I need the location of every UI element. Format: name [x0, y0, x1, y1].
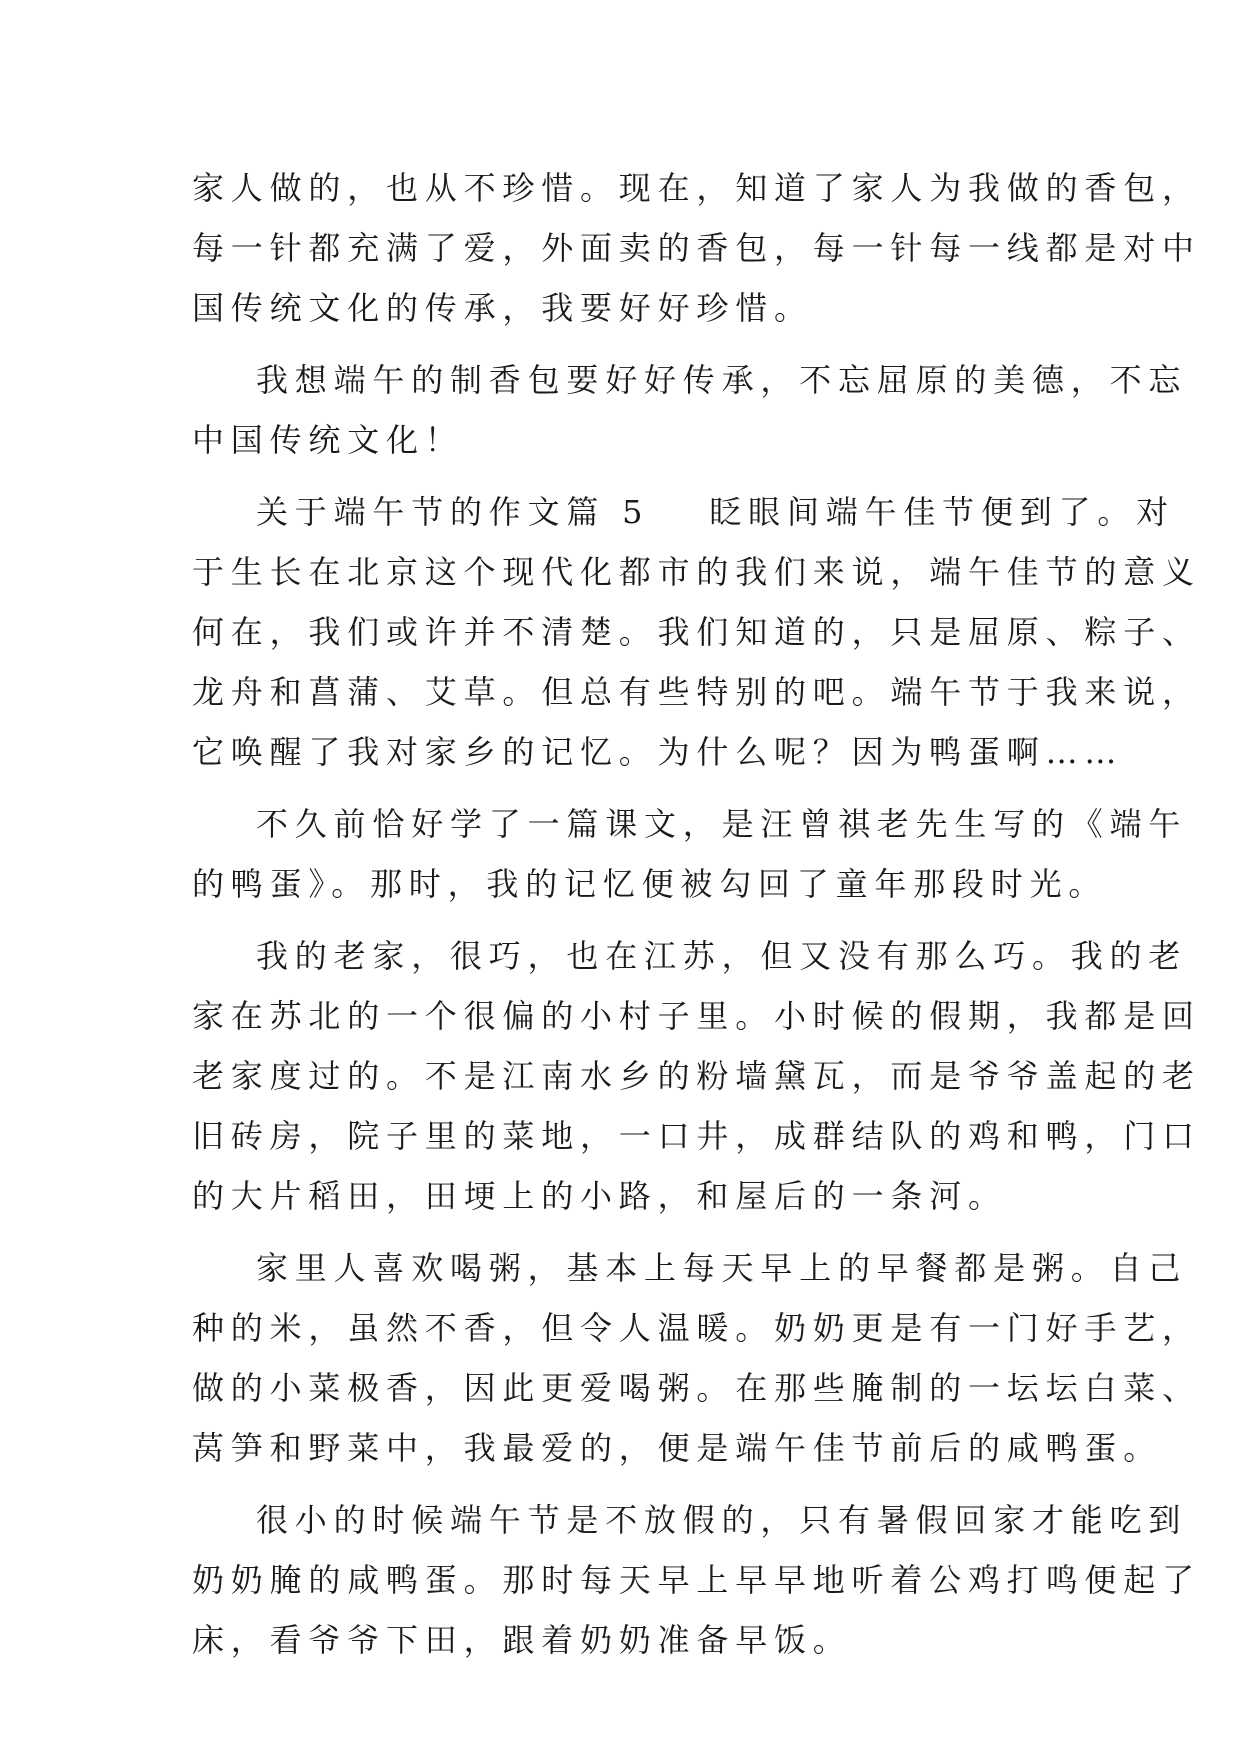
paragraph: [192, 158, 1201, 338]
text-line: 家在苏北的一个很偏的小村子里。小时候的假期，我都是回: [192, 997, 1201, 1035]
text-line: 每一针都充满了爱，外面卖的香包，每一针每一线都是对中: [192, 229, 1201, 267]
paragraph: [192, 794, 1188, 914]
text-line: 种的米，虽然不香，但令人温暖。奶奶更是有一门好手艺，: [192, 1309, 1201, 1347]
text-line: 不久前恰好学了一篇课文，是汪曾祺老先生写的《端午: [256, 805, 1188, 843]
text-line: 很小的时候端午节是不放假的，只有暑假回家才能吃到: [256, 1501, 1188, 1539]
text-line: 莴笋和野菜中，我最爱的，便是端午佳节前后的咸鸭蛋。: [192, 1429, 1163, 1467]
text-line: 国传统文化的传承，我要好好珍惜。: [192, 289, 813, 327]
text-line: 中国传统文化！: [192, 421, 464, 459]
text-line: 于生长在北京这个现代化都市的我们来说，端午佳节的意义: [192, 553, 1201, 591]
paragraph: [192, 482, 1201, 782]
text-line: 做的小菜极香，因此更爱喝粥。在那些腌制的一坛坛白菜、: [192, 1369, 1201, 1407]
paragraph: [192, 926, 1201, 1226]
text-line: 我想端午的制香包要好好传承，不忘屈原的美德，不忘: [256, 361, 1188, 399]
text-line: 旧砖房，院子里的菜地，一口井，成群结队的鸡和鸭，门口: [192, 1117, 1201, 1155]
text-line: 奶奶腌的咸鸭蛋。那时每天早上早早地听着公鸡打鸣便起了: [192, 1561, 1201, 1599]
text-line: 家里人喜欢喝粥，基本上每天早上的早餐都是粥。自己: [256, 1249, 1188, 1287]
paragraph: [192, 350, 1188, 470]
text-line: 龙舟和菖蒲、艾草。但总有些特别的吧。端午节于我来说，: [192, 673, 1201, 711]
paragraph: [192, 1490, 1201, 1670]
text-line: 我的老家，很巧，也在江苏，但又没有那么巧。我的老: [256, 937, 1188, 975]
text-line: 的鸭蛋》。那时，我的记忆便被勾回了童年那段时光。: [192, 865, 1108, 903]
text-line: 家人做的，也从不珍惜。现在，知道了家人为我做的香包，: [192, 169, 1201, 207]
text-line: 老家度过的。不是江南水乡的粉墙黛瓦，而是爷爷盖起的老: [192, 1057, 1201, 1095]
text-line: 何在，我们或许并不清楚。我们知道的，只是屈原、粽子、: [192, 613, 1201, 651]
document-body: [192, 158, 1201, 1670]
text-fragment: 眨眼间端午佳节便到了。对: [709, 493, 1175, 531]
essay-heading: 关于端午节的作文篇 5: [256, 493, 650, 531]
text-line: 的大片稻田，田埂上的小路，和屋后的一条河。: [192, 1177, 1007, 1215]
text-line: 床，看爷爷下田，跟着奶奶准备早饭。: [192, 1621, 852, 1659]
text-line: 它唤醒了我对家乡的记忆。为什么呢？因为鸭蛋啊……: [192, 733, 1124, 771]
paragraph: [192, 1238, 1201, 1478]
text-line: [192, 482, 1175, 542]
